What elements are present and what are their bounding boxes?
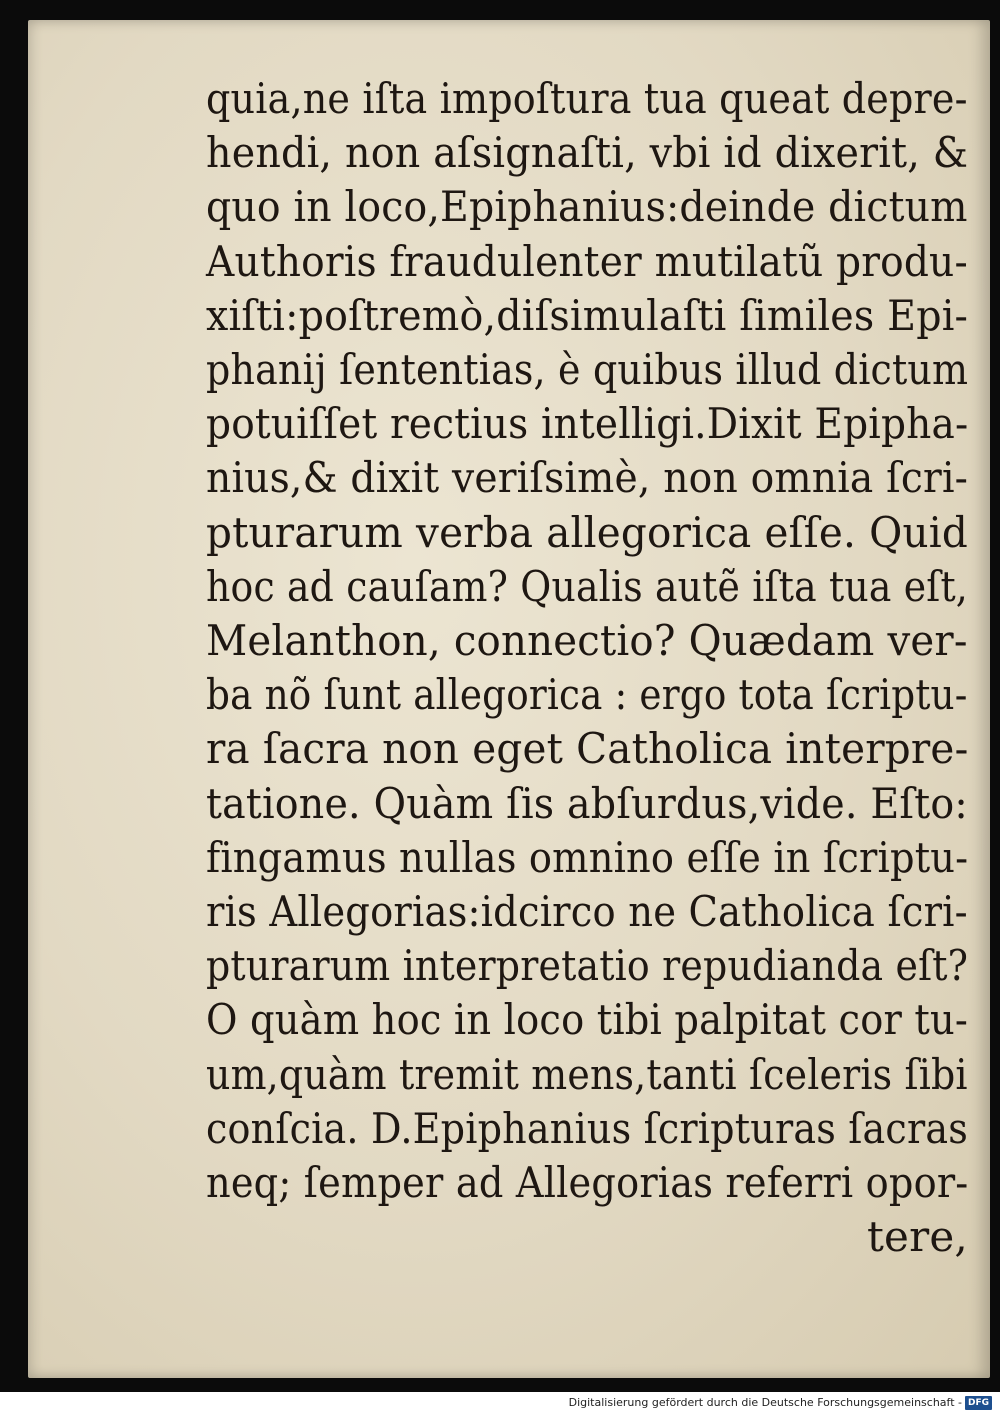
text-line: ra ſacra non eget Catholica interpre- — [206, 724, 969, 774]
text-line: nius,& dixit veriſsimè, non omnia ſcri- — [206, 453, 969, 503]
dfg-logo-icon: DFG — [965, 1396, 992, 1410]
text-line: potuiſſet rectius intelligi.Dixit Epipha- — [206, 399, 969, 449]
funding-credit: Digitalisierung gefördert durch die Deutsche Forschungsgemeinschaft - — [568, 1396, 962, 1409]
text-line: ris Allegorias:idcirco ne Catholica ſcri- — [206, 887, 968, 937]
text-line: quo in loco,Epiphanius:deinde dictum — [206, 182, 968, 232]
text-line: neq; ſemper ad Allegorias referri opor- — [206, 1158, 969, 1208]
text-line: hoc ad cauſam? Qualis autẽ iſta tua eſt, — [206, 561, 969, 611]
text-line: pturarum interpretatio repudianda eſt? — [206, 941, 969, 991]
text-line: fingamus nullas omnino eſſe in ſcriptu- — [206, 832, 969, 882]
text-line: O quàm hoc in loco tibi palpitat cor tu- — [206, 995, 969, 1045]
text-line: phanij ſententias, è quibus illud dictum — [206, 345, 969, 395]
page-text — [206, 72, 968, 1264]
text-line: hendi, non aſsignaſti, vbi id dixerit, & — [206, 128, 969, 178]
text-line: pturarum verba allegorica eſſe. Quid — [206, 507, 969, 557]
text-line: quia,ne iſta impoſtura tua queat depre- — [206, 74, 968, 123]
footer-bar — [0, 1392, 1000, 1416]
text-line: conſcia. D.Epiphanius ſcripturas ſacras — [206, 1103, 968, 1153]
text-line: Melanthon, connectio? Quædam ver- — [206, 616, 968, 666]
book-page — [28, 20, 990, 1378]
text-line: tatione. Quàm ſis abſurdus,vide. Eſto: — [206, 778, 968, 828]
text-line: ba nõ ſunt allegorica : ergo tota ſcriptu- — [206, 670, 968, 720]
text-line: Authoris fraudulenter mutilatũ produ- — [206, 236, 968, 286]
text-line: um,quàm tremit mens,tanti ſceleris ſibi — [206, 1049, 968, 1099]
catchword: tere, — [866, 1212, 968, 1262]
text-line: xiſti:poſtremò,diſsimulaſti ſimiles Epi- — [206, 290, 969, 340]
